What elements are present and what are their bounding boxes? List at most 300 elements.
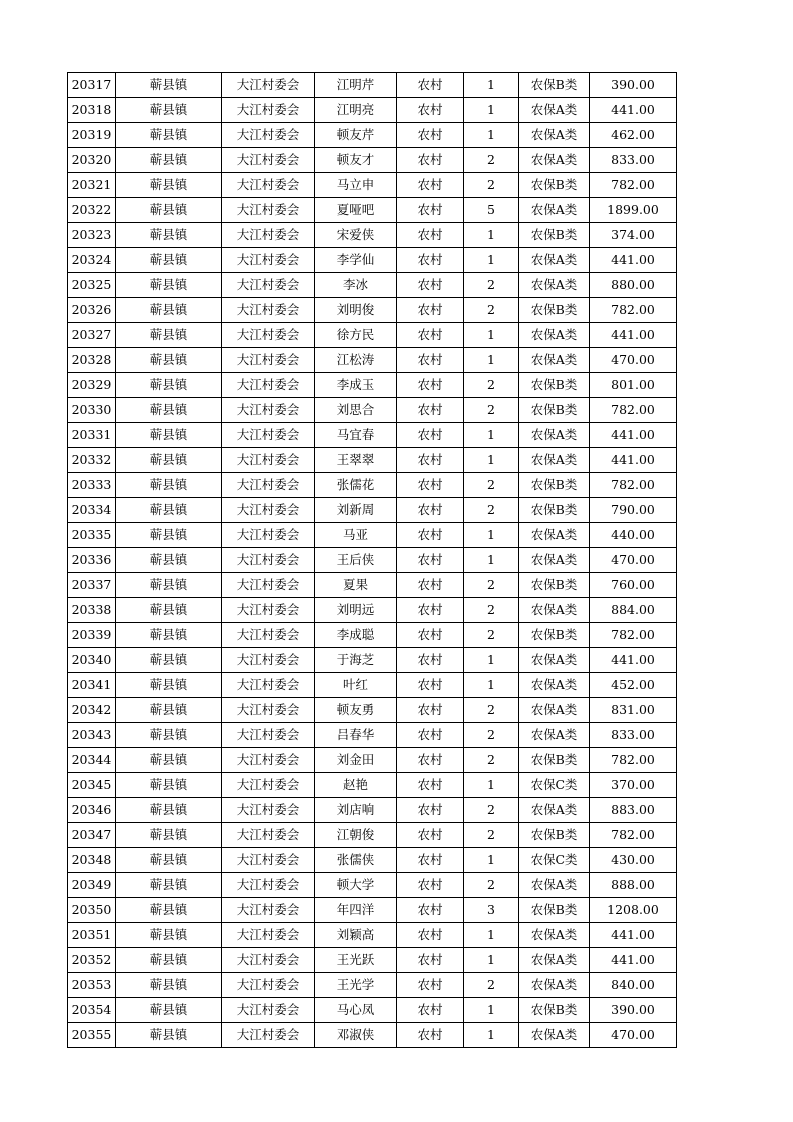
record-id-cell: 20318	[68, 98, 116, 123]
table-row	[68, 373, 677, 398]
name-cell: 李成聪	[315, 623, 397, 648]
area-type-cell: 农村	[397, 898, 464, 923]
area-type-cell: 农村	[397, 723, 464, 748]
village-committee-cell: 大江村委会	[222, 848, 315, 873]
amount-cell: 883.00	[590, 798, 677, 823]
table-row	[68, 698, 677, 723]
table-row	[68, 148, 677, 173]
village-committee-cell: 大江村委会	[222, 498, 315, 523]
record-id-cell: 20345	[68, 773, 116, 798]
table-row	[68, 623, 677, 648]
record-id-cell: 20323	[68, 223, 116, 248]
household-count-cell: 2	[464, 173, 519, 198]
area-type-cell: 农村	[397, 148, 464, 173]
record-id-cell: 20352	[68, 948, 116, 973]
area-type-cell: 农村	[397, 423, 464, 448]
name-cell: 宋爱侠	[315, 223, 397, 248]
area-type-cell: 农村	[397, 698, 464, 723]
name-cell: 王光跃	[315, 948, 397, 973]
area-type-cell: 农村	[397, 73, 464, 98]
amount-cell: 782.00	[590, 298, 677, 323]
household-count-cell: 2	[464, 573, 519, 598]
name-cell: 江松涛	[315, 348, 397, 373]
table-row	[68, 448, 677, 473]
record-id-cell: 20355	[68, 1023, 116, 1048]
name-cell: 马宜春	[315, 423, 397, 448]
insurance-category-cell: 农保A类	[519, 873, 590, 898]
town-cell: 蕲县镇	[116, 398, 222, 423]
table-row	[68, 948, 677, 973]
village-committee-cell: 大江村委会	[222, 898, 315, 923]
town-cell: 蕲县镇	[116, 373, 222, 398]
name-cell: 刘新周	[315, 498, 397, 523]
household-count-cell: 1	[464, 548, 519, 573]
area-type-cell: 农村	[397, 373, 464, 398]
village-committee-cell: 大江村委会	[222, 548, 315, 573]
name-cell: 王光学	[315, 973, 397, 998]
record-id-cell: 20346	[68, 798, 116, 823]
village-committee-cell: 大江村委会	[222, 473, 315, 498]
area-type-cell: 农村	[397, 298, 464, 323]
table-row	[68, 498, 677, 523]
insurance-category-cell: 农保A类	[519, 598, 590, 623]
table-row	[68, 273, 677, 298]
insurance-category-cell: 农保A类	[519, 523, 590, 548]
insurance-category-cell: 农保B类	[519, 623, 590, 648]
village-committee-cell: 大江村委会	[222, 423, 315, 448]
name-cell: 刘思合	[315, 398, 397, 423]
town-cell: 蕲县镇	[116, 448, 222, 473]
insurance-category-cell: 农保A类	[519, 798, 590, 823]
household-count-cell: 2	[464, 798, 519, 823]
household-count-cell: 1	[464, 98, 519, 123]
area-type-cell: 农村	[397, 348, 464, 373]
record-id-cell: 20340	[68, 648, 116, 673]
area-type-cell: 农村	[397, 648, 464, 673]
household-count-cell: 2	[464, 873, 519, 898]
town-cell: 蕲县镇	[116, 523, 222, 548]
amount-cell: 374.00	[590, 223, 677, 248]
town-cell: 蕲县镇	[116, 698, 222, 723]
insurance-category-cell: 农保A类	[519, 948, 590, 973]
record-id-cell: 20326	[68, 298, 116, 323]
village-committee-cell: 大江村委会	[222, 923, 315, 948]
table-row	[68, 73, 677, 98]
table-row	[68, 673, 677, 698]
area-type-cell: 农村	[397, 548, 464, 573]
record-id-cell: 20347	[68, 823, 116, 848]
household-count-cell: 1	[464, 648, 519, 673]
household-count-cell: 1	[464, 998, 519, 1023]
record-id-cell: 20342	[68, 698, 116, 723]
town-cell: 蕲县镇	[116, 723, 222, 748]
insurance-category-cell: 农保B类	[519, 373, 590, 398]
amount-cell: 452.00	[590, 673, 677, 698]
record-id-cell: 20354	[68, 998, 116, 1023]
area-type-cell: 农村	[397, 1023, 464, 1048]
name-cell: 吕春华	[315, 723, 397, 748]
amount-cell: 390.00	[590, 73, 677, 98]
amount-cell: 441.00	[590, 323, 677, 348]
household-count-cell: 1	[464, 948, 519, 973]
village-committee-cell: 大江村委会	[222, 173, 315, 198]
amount-cell: 782.00	[590, 173, 677, 198]
name-cell: 李冰	[315, 273, 397, 298]
amount-cell: 884.00	[590, 598, 677, 623]
village-committee-cell: 大江村委会	[222, 448, 315, 473]
table-row	[68, 998, 677, 1023]
household-count-cell: 2	[464, 398, 519, 423]
household-count-cell: 1	[464, 123, 519, 148]
record-id-cell: 20319	[68, 123, 116, 148]
village-committee-cell: 大江村委会	[222, 873, 315, 898]
record-id-cell: 20331	[68, 423, 116, 448]
record-id-cell: 20335	[68, 523, 116, 548]
area-type-cell: 农村	[397, 598, 464, 623]
insurance-category-cell: 农保C类	[519, 848, 590, 873]
name-cell: 徐方民	[315, 323, 397, 348]
amount-cell: 760.00	[590, 573, 677, 598]
village-committee-cell: 大江村委会	[222, 148, 315, 173]
record-id-cell: 20338	[68, 598, 116, 623]
household-count-cell: 1	[464, 773, 519, 798]
area-type-cell: 农村	[397, 223, 464, 248]
village-committee-cell: 大江村委会	[222, 123, 315, 148]
insurance-category-cell: 农保B类	[519, 298, 590, 323]
record-id-cell: 20350	[68, 898, 116, 923]
amount-cell: 370.00	[590, 773, 677, 798]
name-cell: 江明芹	[315, 73, 397, 98]
town-cell: 蕲县镇	[116, 798, 222, 823]
name-cell: 张儒侠	[315, 848, 397, 873]
household-count-cell: 1	[464, 223, 519, 248]
town-cell: 蕲县镇	[116, 198, 222, 223]
insurance-category-cell: 农保A类	[519, 923, 590, 948]
insurance-category-cell: 农保A类	[519, 423, 590, 448]
town-cell: 蕲县镇	[116, 148, 222, 173]
insurance-category-cell: 农保A类	[519, 248, 590, 273]
record-id-cell: 20325	[68, 273, 116, 298]
record-id-cell: 20341	[68, 673, 116, 698]
name-cell: 李学仙	[315, 248, 397, 273]
amount-cell: 1208.00	[590, 898, 677, 923]
amount-cell: 782.00	[590, 623, 677, 648]
table-row	[68, 573, 677, 598]
amount-cell: 782.00	[590, 473, 677, 498]
record-id-cell: 20343	[68, 723, 116, 748]
town-cell: 蕲县镇	[116, 748, 222, 773]
village-committee-cell: 大江村委会	[222, 948, 315, 973]
record-id-cell: 20334	[68, 498, 116, 523]
name-cell: 顿友芹	[315, 123, 397, 148]
amount-cell: 462.00	[590, 123, 677, 148]
table-row	[68, 173, 677, 198]
name-cell: 顿友才	[315, 148, 397, 173]
table-row	[68, 723, 677, 748]
village-committee-cell: 大江村委会	[222, 998, 315, 1023]
household-count-cell: 2	[464, 623, 519, 648]
insurance-category-cell: 农保B类	[519, 223, 590, 248]
amount-cell: 833.00	[590, 148, 677, 173]
town-cell: 蕲县镇	[116, 823, 222, 848]
insurance-category-cell: 农保B类	[519, 898, 590, 923]
area-type-cell: 农村	[397, 123, 464, 148]
household-count-cell: 1	[464, 348, 519, 373]
name-cell: 马心凤	[315, 998, 397, 1023]
name-cell: 于海芝	[315, 648, 397, 673]
table-row	[68, 398, 677, 423]
area-type-cell: 农村	[397, 273, 464, 298]
amount-cell: 833.00	[590, 723, 677, 748]
town-cell: 蕲县镇	[116, 998, 222, 1023]
name-cell: 张儒花	[315, 473, 397, 498]
area-type-cell: 农村	[397, 848, 464, 873]
area-type-cell: 农村	[397, 173, 464, 198]
household-count-cell: 1	[464, 73, 519, 98]
area-type-cell: 农村	[397, 323, 464, 348]
household-count-cell: 2	[464, 298, 519, 323]
village-committee-cell: 大江村委会	[222, 623, 315, 648]
name-cell: 叶红	[315, 673, 397, 698]
village-committee-cell: 大江村委会	[222, 973, 315, 998]
amount-cell: 441.00	[590, 448, 677, 473]
area-type-cell: 农村	[397, 398, 464, 423]
table-row	[68, 598, 677, 623]
insurance-category-cell: 农保A类	[519, 123, 590, 148]
table-row	[68, 923, 677, 948]
town-cell: 蕲县镇	[116, 673, 222, 698]
area-type-cell: 农村	[397, 998, 464, 1023]
area-type-cell: 农村	[397, 98, 464, 123]
amount-cell: 390.00	[590, 998, 677, 1023]
table-row	[68, 248, 677, 273]
household-count-cell: 2	[464, 598, 519, 623]
village-committee-cell: 大江村委会	[222, 373, 315, 398]
town-cell: 蕲县镇	[116, 298, 222, 323]
table-row	[68, 423, 677, 448]
household-count-cell: 1	[464, 1023, 519, 1048]
name-cell: 王翠翠	[315, 448, 397, 473]
record-id-cell: 20332	[68, 448, 116, 473]
amount-cell: 430.00	[590, 848, 677, 873]
town-cell: 蕲县镇	[116, 1023, 222, 1048]
name-cell: 夏哑吧	[315, 198, 397, 223]
amount-cell: 440.00	[590, 523, 677, 548]
amount-cell: 441.00	[590, 648, 677, 673]
amount-cell: 782.00	[590, 748, 677, 773]
village-committee-cell: 大江村委会	[222, 798, 315, 823]
town-cell: 蕲县镇	[116, 473, 222, 498]
name-cell: 年四洋	[315, 898, 397, 923]
town-cell: 蕲县镇	[116, 498, 222, 523]
amount-cell: 880.00	[590, 273, 677, 298]
area-type-cell: 农村	[397, 623, 464, 648]
area-type-cell: 农村	[397, 523, 464, 548]
insurance-category-cell: 农保B类	[519, 473, 590, 498]
area-type-cell: 农村	[397, 948, 464, 973]
household-count-cell: 2	[464, 273, 519, 298]
village-committee-cell: 大江村委会	[222, 698, 315, 723]
village-committee-cell: 大江村委会	[222, 273, 315, 298]
village-committee-cell: 大江村委会	[222, 748, 315, 773]
insurance-category-cell: 农保B类	[519, 823, 590, 848]
record-id-cell: 20320	[68, 148, 116, 173]
household-count-cell: 2	[464, 973, 519, 998]
town-cell: 蕲县镇	[116, 973, 222, 998]
town-cell: 蕲县镇	[116, 898, 222, 923]
village-committee-cell: 大江村委会	[222, 598, 315, 623]
insurance-category-cell: 农保B类	[519, 173, 590, 198]
insurance-category-cell: 农保A类	[519, 673, 590, 698]
amount-cell: 782.00	[590, 823, 677, 848]
town-cell: 蕲县镇	[116, 273, 222, 298]
household-count-cell: 2	[464, 498, 519, 523]
town-cell: 蕲县镇	[116, 598, 222, 623]
insurance-category-cell: 农保A类	[519, 698, 590, 723]
village-committee-cell: 大江村委会	[222, 323, 315, 348]
town-cell: 蕲县镇	[116, 773, 222, 798]
insurance-category-cell: 农保A类	[519, 348, 590, 373]
insurance-category-cell: 农保C类	[519, 773, 590, 798]
amount-cell: 441.00	[590, 423, 677, 448]
name-cell: 江明亮	[315, 98, 397, 123]
table-row	[68, 98, 677, 123]
household-count-cell: 1	[464, 848, 519, 873]
amount-cell: 801.00	[590, 373, 677, 398]
area-type-cell: 农村	[397, 773, 464, 798]
table-row	[68, 973, 677, 998]
area-type-cell: 农村	[397, 473, 464, 498]
record-id-cell: 20339	[68, 623, 116, 648]
area-type-cell: 农村	[397, 198, 464, 223]
town-cell: 蕲县镇	[116, 98, 222, 123]
amount-cell: 441.00	[590, 948, 677, 973]
amount-cell: 782.00	[590, 398, 677, 423]
table-row	[68, 648, 677, 673]
household-count-cell: 2	[464, 473, 519, 498]
record-id-cell: 20330	[68, 398, 116, 423]
insurance-category-cell: 农保B类	[519, 748, 590, 773]
town-cell: 蕲县镇	[116, 123, 222, 148]
insurance-category-cell: 农保A类	[519, 273, 590, 298]
village-committee-cell: 大江村委会	[222, 223, 315, 248]
name-cell: 顿友勇	[315, 698, 397, 723]
area-type-cell: 农村	[397, 823, 464, 848]
record-id-cell: 20333	[68, 473, 116, 498]
village-committee-cell: 大江村委会	[222, 573, 315, 598]
village-committee-cell: 大江村委会	[222, 773, 315, 798]
insurance-category-cell: 农保A类	[519, 548, 590, 573]
table-row	[68, 848, 677, 873]
amount-cell: 470.00	[590, 548, 677, 573]
village-committee-cell: 大江村委会	[222, 98, 315, 123]
record-id-cell: 20322	[68, 198, 116, 223]
household-count-cell: 2	[464, 823, 519, 848]
name-cell: 李成玉	[315, 373, 397, 398]
area-type-cell: 农村	[397, 498, 464, 523]
insurance-category-cell: 农保A类	[519, 148, 590, 173]
record-id-cell: 20344	[68, 748, 116, 773]
town-cell: 蕲县镇	[116, 173, 222, 198]
record-id-cell: 20349	[68, 873, 116, 898]
insurance-category-cell: 农保A类	[519, 198, 590, 223]
village-committee-cell: 大江村委会	[222, 723, 315, 748]
table-row	[68, 323, 677, 348]
village-committee-cell: 大江村委会	[222, 673, 315, 698]
table-row	[68, 823, 677, 848]
household-count-cell: 1	[464, 673, 519, 698]
area-type-cell: 农村	[397, 248, 464, 273]
table-row	[68, 1023, 677, 1048]
household-count-cell: 1	[464, 523, 519, 548]
household-count-cell: 1	[464, 248, 519, 273]
insurance-category-cell: 农保A类	[519, 723, 590, 748]
record-id-cell: 20321	[68, 173, 116, 198]
amount-cell: 441.00	[590, 923, 677, 948]
name-cell: 刘金田	[315, 748, 397, 773]
household-count-cell: 2	[464, 698, 519, 723]
village-committee-cell: 大江村委会	[222, 73, 315, 98]
table-row	[68, 873, 677, 898]
amount-cell: 888.00	[590, 873, 677, 898]
insurance-category-cell: 农保A类	[519, 973, 590, 998]
town-cell: 蕲县镇	[116, 73, 222, 98]
table-row	[68, 523, 677, 548]
table-row	[68, 798, 677, 823]
table-row	[68, 898, 677, 923]
record-id-cell: 20351	[68, 923, 116, 948]
insurance-category-cell: 农保A类	[519, 448, 590, 473]
area-type-cell: 农村	[397, 873, 464, 898]
household-count-cell: 1	[464, 323, 519, 348]
record-id-cell: 20337	[68, 573, 116, 598]
name-cell: 赵艳	[315, 773, 397, 798]
area-type-cell: 农村	[397, 748, 464, 773]
name-cell: 顿大学	[315, 873, 397, 898]
table-row	[68, 198, 677, 223]
town-cell: 蕲县镇	[116, 223, 222, 248]
table-row	[68, 748, 677, 773]
insurance-category-cell: 农保A类	[519, 1023, 590, 1048]
area-type-cell: 农村	[397, 923, 464, 948]
area-type-cell: 农村	[397, 798, 464, 823]
insurance-category-cell: 农保B类	[519, 498, 590, 523]
record-id-cell: 20336	[68, 548, 116, 573]
table-row	[68, 223, 677, 248]
amount-cell: 831.00	[590, 698, 677, 723]
insurance-category-cell: 农保B类	[519, 573, 590, 598]
town-cell: 蕲县镇	[116, 248, 222, 273]
town-cell: 蕲县镇	[116, 948, 222, 973]
name-cell: 夏果	[315, 573, 397, 598]
town-cell: 蕲县镇	[116, 548, 222, 573]
insurance-category-cell: 农保B类	[519, 398, 590, 423]
household-count-cell: 1	[464, 923, 519, 948]
town-cell: 蕲县镇	[116, 573, 222, 598]
town-cell: 蕲县镇	[116, 648, 222, 673]
household-count-cell: 1	[464, 448, 519, 473]
record-id-cell: 20329	[68, 373, 116, 398]
village-committee-cell: 大江村委会	[222, 348, 315, 373]
name-cell: 马立申	[315, 173, 397, 198]
table-row	[68, 473, 677, 498]
household-count-cell: 2	[464, 373, 519, 398]
amount-cell: 790.00	[590, 498, 677, 523]
town-cell: 蕲县镇	[116, 848, 222, 873]
area-type-cell: 农村	[397, 673, 464, 698]
insurance-category-cell: 农保A类	[519, 98, 590, 123]
village-committee-cell: 大江村委会	[222, 198, 315, 223]
